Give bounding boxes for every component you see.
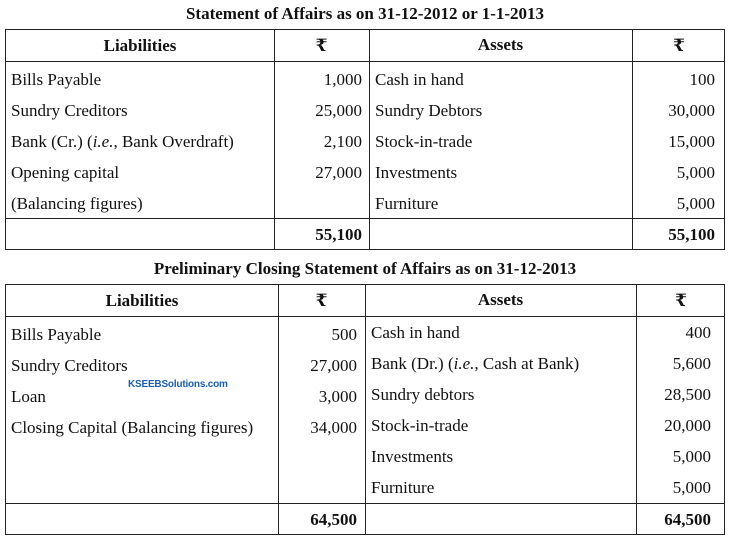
s2-asset-label: Stock-in-trade bbox=[371, 416, 469, 435]
s2-header-currency-liab: ₹ bbox=[315, 291, 328, 310]
s2-header-assets: Assets bbox=[477, 290, 524, 309]
s1-total-liabilities: 55,100 bbox=[315, 225, 362, 244]
s2-liability-amount: 500 bbox=[331, 325, 357, 344]
s2-liability-label: Sundry Creditors bbox=[11, 356, 128, 375]
s1-asset-amount: 5,000 bbox=[676, 194, 715, 213]
s1-asset-amount: 30,000 bbox=[668, 101, 715, 120]
s2-header-currency-assets: ₹ bbox=[675, 291, 687, 310]
s1-asset-label: Cash in hand bbox=[375, 70, 464, 89]
s1-asset-label: Investments bbox=[375, 163, 458, 182]
s2-liability-amount: 27,000 bbox=[310, 356, 357, 375]
s2-asset-amount: 5,000 bbox=[672, 447, 711, 466]
s2-asset-label: Furniture bbox=[371, 478, 435, 497]
s2-header-liabilities: Liabilities bbox=[105, 291, 179, 310]
s1-asset-amount: 5,000 bbox=[676, 163, 715, 182]
statement1-table bbox=[5, 29, 725, 250]
watermark-logo: KSEEBSolutions.com bbox=[128, 379, 228, 390]
s2-liability-amount: 3,000 bbox=[318, 387, 357, 406]
s1-header-liabilities: Liabilities bbox=[103, 36, 177, 55]
statement2-title: Preliminary Closing Statement of Affairs as on 31-12-2013 bbox=[153, 259, 577, 278]
s2-asset-amount: 20,000 bbox=[664, 416, 711, 435]
s1-header-currency-liab: ₹ bbox=[315, 36, 328, 55]
s1-asset-amount: 100 bbox=[689, 70, 715, 89]
s2-asset-label: Sundry debtors bbox=[371, 385, 475, 404]
s1-liability-label: (Balancing figures) bbox=[11, 194, 143, 213]
s2-total-liabilities: 64,500 bbox=[310, 510, 357, 529]
s1-header-assets: Assets bbox=[477, 35, 524, 54]
s2-asset-label: Investments bbox=[371, 447, 454, 466]
s2-total-assets: 64,500 bbox=[664, 510, 711, 529]
s1-asset-label: Sundry Debtors bbox=[375, 101, 483, 120]
s2-asset-label: Bank (Dr.) (i.e., Cash at Bank) bbox=[371, 354, 580, 373]
s1-liability-amount: 27,000 bbox=[315, 163, 362, 182]
s2-liability-label: Closing Capital (Balancing figures) bbox=[11, 418, 254, 437]
statement2-table bbox=[5, 284, 725, 535]
s2-liability-amount: 34,000 bbox=[310, 418, 357, 437]
s1-liability-amount: 25,000 bbox=[315, 101, 362, 120]
statement1-title: Statement of Affairs as on 31-12-2012 or 1-1-2013 bbox=[185, 4, 545, 23]
s1-liability-label: Bank (Cr.) (i.e., Bank Overdraft) bbox=[11, 132, 234, 151]
s1-liability-amount: 2,100 bbox=[323, 132, 362, 151]
s1-asset-label: Furniture bbox=[375, 194, 439, 213]
s1-liability-label: Bills Payable bbox=[11, 70, 102, 89]
s1-liability-amount: 1,000 bbox=[323, 70, 362, 89]
s1-header-currency-assets: ₹ bbox=[673, 36, 685, 55]
s2-asset-label: Cash in hand bbox=[371, 323, 460, 342]
s2-asset-amount: 28,500 bbox=[664, 385, 711, 404]
s2-liability-label: Bills Payable bbox=[11, 325, 102, 344]
s2-liability-label: Loan bbox=[11, 387, 46, 406]
s2-asset-amount: 400 bbox=[685, 323, 711, 342]
s1-total-assets: 55,100 bbox=[668, 225, 715, 244]
s2-asset-amount: 5,000 bbox=[672, 478, 711, 497]
s1-liability-label: Sundry Creditors bbox=[11, 101, 128, 120]
s1-asset-label: Stock-in-trade bbox=[375, 132, 473, 151]
s1-liability-label: Opening capital bbox=[11, 163, 120, 182]
s2-asset-amount: 5,600 bbox=[672, 354, 711, 373]
s1-asset-amount: 15,000 bbox=[668, 132, 715, 151]
